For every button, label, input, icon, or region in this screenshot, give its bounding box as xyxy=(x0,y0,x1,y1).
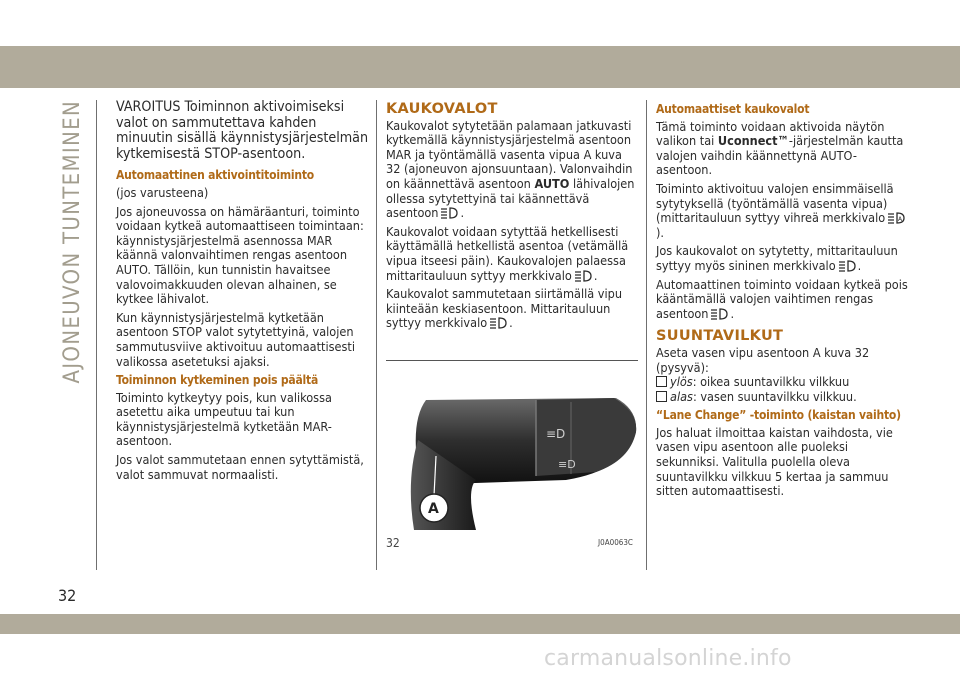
auto-high-beam-icon xyxy=(887,212,905,224)
text: . xyxy=(509,315,513,331)
headlight-icon xyxy=(440,207,458,219)
high-beam-icon xyxy=(838,260,856,272)
direction-up: ylös xyxy=(670,374,693,390)
text: lähivalojen ollessa sytytettyinä tai käännettävä asentoon xyxy=(386,175,635,221)
text: -järjestelmän kautta valojen vaihdin käännettynä AUTO-asentoon. xyxy=(656,133,904,178)
text: Kaukovalot voidaan sytyttää hetkellisesti käyttämällä hetkellistä asentoa (vetämällä vipua itseesi päin). Kaukovalojen palaessa mittaritauluun syttyy merkkivalo xyxy=(386,223,629,283)
column-3 xyxy=(656,100,912,503)
figure-caption-code: J0A0063C xyxy=(598,538,633,547)
paragraph: Aseta vasen vipu asentoon A kuva 32 (pysyvä): xyxy=(656,344,870,375)
paragraph: Jos haluat ilmoittaa kaistan vaihdosta, vie vasen vipu asentoon alle puoleksi sekunniksi. Valitulla puolella oleva suuntavilkku vilkkuu 5 kertaa ja sammuu sitten automaattisesti. xyxy=(656,424,893,499)
svg-text:≡D: ≡D xyxy=(546,427,566,441)
list-item xyxy=(656,375,912,390)
subheading-lane-change: “Lane Change” -toiminto (kaistan vaihto) xyxy=(656,408,901,423)
svg-text:A: A xyxy=(898,216,903,224)
figure-callout-a: A xyxy=(428,501,439,517)
high-beam-icon xyxy=(489,317,507,329)
subheading-auto-activation: Automaattinen aktivointitoiminto xyxy=(116,168,315,183)
paragraph xyxy=(656,182,912,240)
text: Kaukovalot sammutetaan siirtämällä vipu kiinteään keskiasentoon. Mittaritauluun syttyy merkkivalo xyxy=(386,286,623,331)
stalk-figure xyxy=(386,380,638,532)
text: : vasen suuntavilkku vilkkuu. xyxy=(692,388,857,404)
sidebar-divider xyxy=(96,100,97,570)
header-band xyxy=(0,46,960,88)
text: Automaattinen toiminto voidaan kytkeä pois kääntämällä valojen vaihtimen rengas asentoon xyxy=(656,276,908,321)
list-item xyxy=(656,390,912,405)
section-title: AJONEUVON TUNTEMINEN xyxy=(60,100,85,384)
section-heading-turn-signals: SUUNTAVILKUT xyxy=(656,328,784,345)
paragraph xyxy=(386,287,638,331)
text: . xyxy=(857,257,862,273)
svg-text:≡D: ≡D xyxy=(558,458,576,471)
subheading-auto-high-beams: Automaattiset kaukovalot xyxy=(656,102,810,116)
column-2 xyxy=(386,100,638,335)
text: Kaukovalot sytytetään palamaan jatkuvasti kytkemällä käynnistysjärjestelmä asentoon MAR ja työntämällä vasenta vipua A kuva 32 (ajoneuvon ajonsuuntaan). Valonvaihdin on käännettävä asentoon xyxy=(386,117,633,191)
bullet-box-icon xyxy=(656,391,667,402)
subheading-disable: Toiminnon kytkeminen pois päältä xyxy=(116,373,319,388)
paragraph xyxy=(656,244,912,273)
paragraph xyxy=(386,119,638,221)
footer-band xyxy=(0,614,960,634)
section-sidebar xyxy=(58,100,88,400)
high-beam-icon xyxy=(574,270,592,282)
text: Toiminto aktivoituu valojen ensimmäisellä sytytyksellä (työntämällä vasenta vipua) (mittaritauluun syttyy vihreä merkkivalo xyxy=(656,180,894,226)
paragraph: Toiminto kytkeytyy pois, kun valikossa asetettu aika umpeutuu tai kun käynnistysjärjestelmä kytketään MAR-asentoon. xyxy=(116,389,332,449)
column-divider xyxy=(376,100,377,570)
text: . xyxy=(593,267,598,283)
text: : oikea suuntavilkku vilkkuu xyxy=(692,374,850,390)
uconnect-label: Uconnect™ xyxy=(717,133,789,149)
column-1 xyxy=(116,100,370,486)
warning-paragraph: VAROITUS Toiminnon aktivoimiseksi valot on sammutettava kahden minuutin sisällä käynnistysjärjestelmän kytkemisestä STOP-asentoon. xyxy=(116,99,369,162)
section-heading-high-beams: KAUKOVALOT xyxy=(386,101,498,117)
headlight-icon xyxy=(710,308,728,320)
column-divider xyxy=(646,100,647,570)
figure-caption-number: 32 xyxy=(386,536,400,550)
paragraph: Kun käynnistysjärjestelmä kytketään asentoon STOP valot sytytettyinä, valojen sammutusviive aktivoituu automaattisesti valikossa asetetuksi ajaksi. xyxy=(116,309,355,369)
auto-label: AUTO xyxy=(534,175,570,191)
text: ). xyxy=(656,224,665,240)
paragraph xyxy=(656,278,912,322)
paragraph: Jos valot sammutetaan ennen sytyttämistä, valot sammuvat normaalisti. xyxy=(116,452,364,482)
paragraph xyxy=(386,225,638,283)
text: Tämä toiminto voidaan aktivoida näytön valikon tai xyxy=(656,118,885,149)
paragraph xyxy=(656,120,912,178)
paragraph: (jos varusteena) xyxy=(116,184,209,200)
figure-rule xyxy=(386,360,638,361)
direction-down: alas xyxy=(670,388,693,404)
watermark: carmanualsonline.info xyxy=(544,646,792,671)
text: . xyxy=(730,305,735,321)
paragraph: Jos ajoneuvossa on hämäräanturi, toiminto voidaan kytkeä automaattiseen toimintaan: käynnistysjärjestelmä asennossa MAR käännä valonvaihtimen rengas asentoon AUTO. Tällöin, kun tunnistin havaitsee valovoimakkuuden olevan alhainen, se kytkee lähivalot. xyxy=(116,203,364,307)
text: . xyxy=(460,205,465,221)
text: Jos kaukovalot on sytytetty, mittaritauluun syttyy myös sininen merkkivalo xyxy=(656,243,898,273)
bullet-box-icon xyxy=(656,376,667,387)
page-number: 32 xyxy=(58,586,77,605)
